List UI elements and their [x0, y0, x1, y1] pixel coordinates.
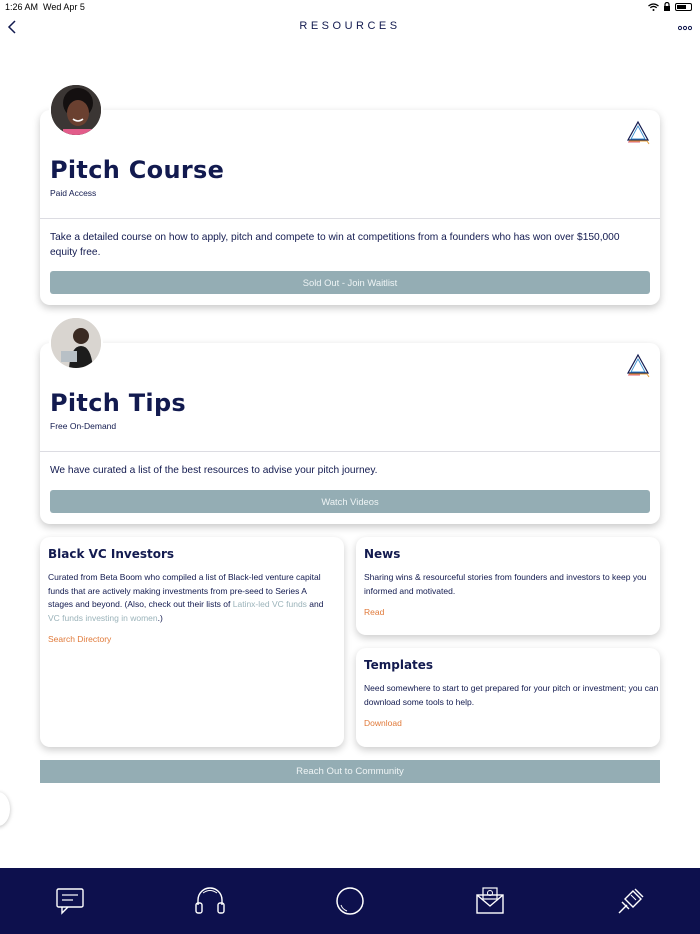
card-title: Black VC Investors — [48, 547, 175, 561]
more-dots-icon — [678, 23, 692, 33]
battery-icon — [675, 3, 692, 11]
avatar — [49, 316, 103, 370]
read-link[interactable]: Read — [364, 607, 385, 617]
card-description: Sharing wins & resourceful stories from founders and investors to keep you informed and motivated. — [364, 572, 647, 596]
card-description: Curated from Beta Boom who compiled a list of Black-led venture capital funds that are actively making investments from pre-seed to Series A stages and beyond. (Also, check out their lists of Latinx-led VC funds and VC funds investing in women.) — [48, 572, 324, 623]
join-waitlist-button[interactable]: Sold Out - Join Waitlist — [50, 271, 650, 294]
card-title: News — [364, 547, 401, 561]
headphones-icon — [193, 885, 227, 917]
pitch-tips-card — [40, 343, 660, 524]
pitch-course-card — [40, 110, 660, 305]
brand-logo-icon — [626, 353, 650, 379]
card-description: Take a detailed course on how to apply, pitch and compete to win at competitions from a founders who has won over $150,000 equity free. — [50, 232, 620, 258]
plug-icon — [613, 885, 647, 917]
tab-listen[interactable] — [193, 885, 227, 917]
search-directory-link[interactable]: Search Directory — [48, 634, 112, 644]
wifi-icon — [648, 3, 659, 11]
card-title: Pitch Tips — [50, 389, 187, 417]
status-time: 1:26 AM Wed Apr 5 — [5, 2, 85, 12]
tab-bar — [0, 868, 700, 934]
chat-icon — [53, 885, 87, 917]
download-link[interactable]: Download — [364, 718, 402, 728]
nav-header — [0, 14, 700, 40]
tab-chat[interactable] — [53, 885, 87, 917]
women-funds-link[interactable]: VC funds investing in women — [48, 612, 158, 623]
tab-mail[interactable] — [473, 885, 507, 917]
side-drawer-handle[interactable] — [0, 792, 10, 826]
lock-rotation-icon — [663, 2, 671, 11]
templates-card — [356, 648, 660, 747]
brand-logo-icon — [626, 120, 650, 146]
black-vc-investors-card — [40, 537, 344, 747]
latinx-funds-link[interactable]: Latinx-led VC funds — [232, 599, 307, 609]
card-subtitle: Paid Access — [50, 188, 97, 198]
page-title: RESOURCES — [299, 20, 401, 32]
avatar — [49, 83, 103, 137]
tab-connect[interactable] — [613, 885, 647, 917]
card-description: We have curated a list of the best resources to advise your pitch journey. — [50, 465, 378, 476]
card-divider — [40, 451, 660, 452]
circle-icon — [333, 885, 367, 917]
status-bar — [0, 0, 700, 14]
card-subtitle: Free On-Demand — [50, 421, 117, 431]
card-divider — [40, 218, 660, 219]
watch-videos-button[interactable]: Watch Videos — [50, 490, 650, 513]
reach-out-community-button[interactable]: Reach Out to Community — [40, 760, 660, 783]
card-title: Pitch Course — [50, 156, 225, 184]
card-description: Need somewhere to start to get prepared for your pitch or investment; you can download some tools to help. — [364, 683, 659, 707]
tab-home[interactable] — [333, 885, 367, 917]
status-icons — [648, 2, 692, 11]
card-title: Templates — [364, 658, 434, 672]
more-button[interactable] — [678, 20, 692, 30]
mail-icon — [473, 885, 507, 917]
news-card — [356, 537, 660, 635]
